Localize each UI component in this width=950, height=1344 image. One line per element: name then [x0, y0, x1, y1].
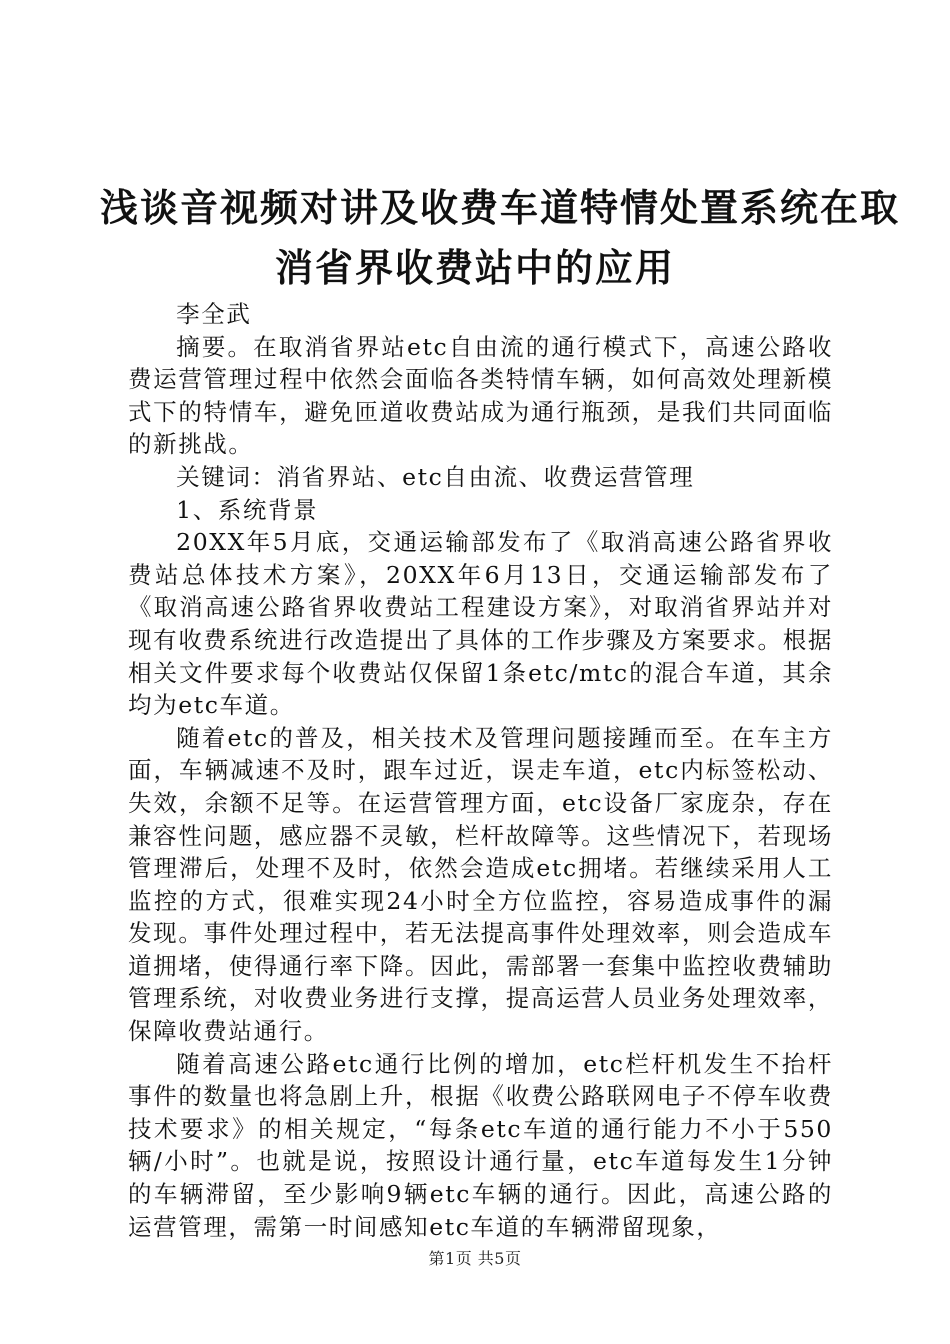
page-number-footer: 第1页 共5页 [428, 1249, 522, 1268]
document-title-line-1: 浅谈音视频对讲及收费车道特情处置系统在取 [100, 186, 901, 230]
document-title-line-2: 消省界收费站中的应用 [274, 246, 675, 290]
abstract-paragraph: 摘要。在取消省界站etc自由流的通行模式下，高速公路收费运营管理过程中依然会面临各类特情车辆，如何高效处理新模式下的特情车，避免匝道收费站成为通行瓶颈，是我们共同面临的新挑战。 [128, 332, 833, 459]
body-paragraph: 20XX年5月底，交通运输部发布了《取消高速公路省界收费站总体技术方案》，20XX年6月13日，交通运输部发布了《取消高速公路省界收费站工程建设方案》，对取消省界站并对现有收费系统进行改造提出了具体的工作步骤及方案要求。根据相关文件要求每个收费站仅保留1条etc/mtc的混合车道，其余均为etc车道。 [128, 528, 833, 720]
section-heading: 1、系统背景 [176, 495, 319, 524]
body-paragraph: 随着高速公路etc通行比例的增加，etc栏杆机发生不抬杆事件的数量也将急剧上升，根据《收费公路联网电子不停车收费技术要求》的相关规定，“每条etc车道的通行能力不小于550辆/小时”。也就是说，按照设计通行量，etc车道每发生1分钟的车辆滞留，至少影响9辆etc车辆的通行。因此，高速公路的运营管理，需第一时间感知etc车道的车辆滞留现象， [128, 1049, 833, 1241]
document-body [128, 298, 833, 1243]
author-name: 李全武 [176, 300, 252, 328]
body-paragraph: 随着etc的普及，相关技术及管理问题接踵而至。在车主方面，车辆减速不及时，跟车过近，误走车道，etc内标签松动、失效，余额不足等。在运营管理方面，etc设备厂家庞杂，存在兼容性问题，感应器不灵敏，栏杆故障等。这些情况下，若现场管理滞后，处理不及时，依然会造成etc拥堵。若继续采用人工监控的方式，很难实现24小时全方位监控，容易造成事件的漏发现。事件处理过程中，若无法提高事件处理效率，则会造成车道拥堵，使得通行率下降。因此，需部署一套集中监控收费辅助管理系统，对收费业务进行支撑，提高运营人员业务处理效率，保障收费站通行。 [128, 723, 833, 1046]
keywords-paragraph: 关键词：消省界站、etc自由流、收费运营管理 [176, 462, 695, 491]
